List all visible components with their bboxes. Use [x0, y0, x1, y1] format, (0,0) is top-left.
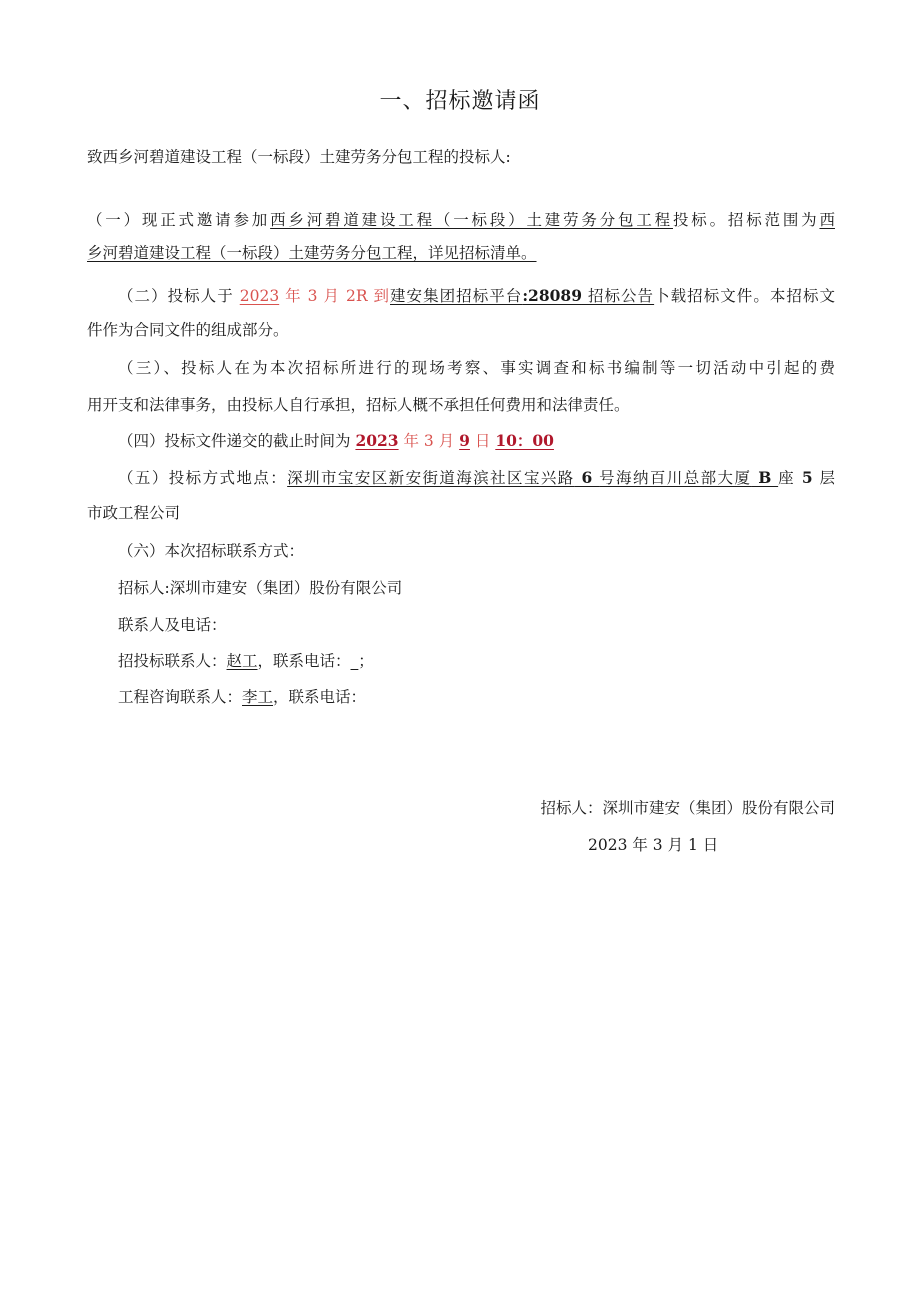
p5-seat: 座 — [778, 469, 796, 487]
paragraph-6: （六）本次招标联系方式： — [118, 542, 305, 560]
p2-notice: 招标公告 — [581, 287, 655, 305]
p1-text-d: 西 — [819, 211, 835, 229]
paragraph-5-line-1 — [118, 467, 835, 489]
signature-date: 2023 年 3 月 1 日 — [588, 836, 719, 854]
paragraph-5-line-2: 市政工程公司 — [87, 504, 181, 522]
contact2-phone-label: ，联系电话： — [273, 688, 367, 706]
contact2-label: 工程咨询联系人： — [118, 688, 243, 706]
p2-platform: 建安集团招标平台 — [390, 287, 523, 305]
p1-text-c: 投标。招标范围为 — [672, 211, 820, 229]
signature-organization: 招标人：深圳市建安（集团）股份有限公司 — [540, 799, 835, 817]
p5-address: 深圳市宝安区新安街道海滨社区宝兴路 — [287, 469, 575, 487]
p5-text-a: （五）投标方式地点： — [118, 469, 288, 487]
p5-building: 号海纳百川总部大厦 — [599, 469, 752, 487]
paragraph-1-line-2 — [87, 242, 537, 264]
contact-1 — [118, 650, 374, 672]
p2-number: :28089 — [522, 286, 582, 305]
paragraph-2-line-2: 件作为合同文件的组成部分。 — [87, 321, 289, 339]
contact-2 — [118, 686, 366, 708]
p5-number-5: 5 — [795, 468, 820, 487]
tenderer: 招标人:深圳市建安（集团）股份有限公司 — [118, 579, 403, 597]
p4-year: 2023 — [355, 431, 399, 450]
paragraph-3-line-2: 用开支和法律事务，由投标人自行承担，招标人概不承担任何费用和法律责任。 — [87, 396, 630, 414]
contact2-name: 李工 — [242, 688, 274, 706]
p2-date: 年 3 月 2R 到 — [279, 287, 391, 305]
p2-text-a: （二）投标人于 — [118, 287, 240, 305]
p2-text-c: 卜载招标文件。本招标文 — [654, 287, 835, 305]
p1-text-a: （一）现正式邀请参加 — [87, 211, 271, 229]
paragraph-3-line-1: （三）、投标人在为本次招标所进行的现场考察、事实调查和标书编制等一切活动中引起的费 — [118, 359, 835, 377]
contact1-label: 招投标联系人： — [118, 652, 227, 670]
p5-number-6: 6 — [574, 468, 600, 487]
contact1-end: ； — [358, 652, 374, 670]
contact-title: 联系人及电话： — [118, 616, 227, 634]
p1-scope: 乡河碧道建设工程（一标段）土建劳务分包工程，详见招标清单。 — [87, 244, 537, 262]
p1-project-name: 西乡河碧道建设工程（一标段）土建劳务分包工程 — [270, 211, 673, 229]
p4-day: 9 — [459, 431, 470, 450]
paragraph-2-line-1 — [87, 285, 835, 307]
page-title: 一、招标邀请函 — [379, 89, 541, 114]
paragraph-1-line-1 — [87, 209, 835, 231]
p4-text-a: （四）投标文件递交的截止时间为 — [118, 432, 356, 450]
p5-block-b: B — [751, 468, 779, 487]
p2-year: 2023 — [239, 287, 280, 305]
contact1-phone-label: ，联系电话： — [257, 652, 351, 670]
contact1-phone: _ — [350, 652, 359, 670]
salutation: 致西乡河碧道建设工程（一标段）土建劳务分包工程的投标人: — [87, 148, 511, 166]
paragraph-4 — [118, 430, 554, 452]
contact1-name: 赵工 — [226, 652, 258, 670]
p4-time: 10：00 — [495, 431, 554, 450]
p4-month: 年 3 月 — [398, 432, 460, 450]
p4-day-unit: 日 — [469, 432, 496, 450]
p5-floor: 层 — [819, 469, 835, 487]
